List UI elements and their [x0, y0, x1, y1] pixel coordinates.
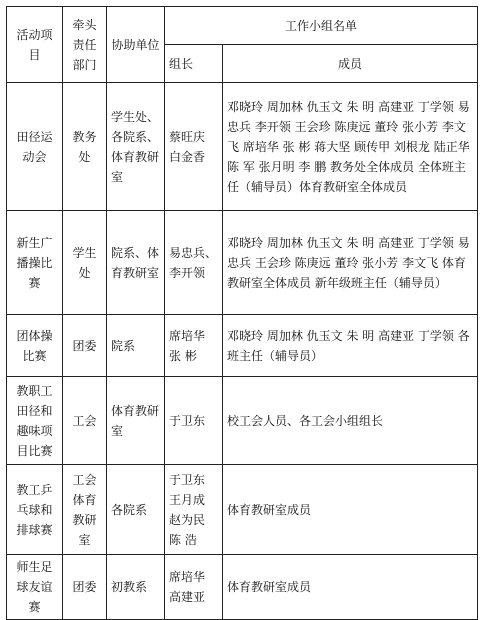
work-group-table [6, 6, 478, 620]
cell-leader: 席培华 张 彬 [165, 315, 223, 377]
cell-members: 体育教研室成员 [223, 555, 478, 620]
cell-activity: 新生广播操比赛 [7, 211, 63, 315]
cell-activity: 教工乒乓球和排球赛 [7, 465, 63, 555]
table-row [7, 315, 478, 377]
cell-lead-dept: 教务处 [63, 83, 107, 211]
cell-members: 体育教研室成员 [223, 465, 478, 555]
header-row-1 [7, 7, 478, 45]
cell-lead-dept: 学生处 [63, 211, 107, 315]
cell-activity: 教职工田径和趣味项目比赛 [7, 377, 63, 465]
table-row [7, 83, 478, 211]
cell-lead-dept: 工会体育教研室 [63, 465, 107, 555]
cell-members: 邓晓玲 周加林 仇玉文 朱 明 高建亚 丁学领 易忠兵 李开领 王会珍 陈庚远 董玲 张小芳 李文飞 席培华 张 彬 蒋大坚 顾传甲 刘根龙 陆正华 陈 军 张月明 李 鹏 教务处全体成员 全体班主任（辅导员）体育教研室全体成员 [223, 83, 478, 211]
cell-assist-units: 各院系 [107, 465, 165, 555]
cell-leader: 于卫东 王月成 赵为民 陈 浩 [165, 465, 223, 555]
cell-assist-units: 院系、体育教研室 [107, 211, 165, 315]
cell-activity: 师生足球友谊赛 [7, 555, 63, 620]
cell-members: 校工会人员、各工会小组组长 [223, 377, 478, 465]
header-leader: 组长 [165, 45, 223, 83]
table-row [7, 377, 478, 465]
cell-leader: 席培华 高建亚 [165, 555, 223, 620]
header-assist-units: 协助单位 [107, 7, 165, 83]
cell-assist-units: 学生处、各院系、体育教研室 [107, 83, 165, 211]
cell-leader: 易忠兵、李开领 [165, 211, 223, 315]
table-row [7, 211, 478, 315]
cell-activity: 田径运动会 [7, 83, 63, 211]
table-row [7, 555, 478, 620]
table-row [7, 465, 478, 555]
header-members: 成员 [223, 45, 478, 83]
cell-members: 邓晓玲 周加林 仇玉文 朱 明 高建亚 丁学领 易忠兵 王会珍 陈庚远 董玲 张小芳 李文飞 体育教研室全体成员 新年级班主任（辅导员） [223, 211, 478, 315]
cell-activity: 团体操比赛 [7, 315, 63, 377]
header-activity: 活动项目 [7, 7, 63, 83]
cell-leader: 于卫东 [165, 377, 223, 465]
header-work-group: 工作小组名单 [165, 7, 478, 45]
cell-lead-dept: 工会 [63, 377, 107, 465]
header-lead-dept: 牵头责任部门 [63, 7, 107, 83]
cell-assist-units: 体育教研室 [107, 377, 165, 465]
cell-lead-dept: 团委 [63, 555, 107, 620]
cell-leader: 蔡旺庆 白金香 [165, 83, 223, 211]
cell-assist-units: 院系 [107, 315, 165, 377]
cell-lead-dept: 团委 [63, 315, 107, 377]
cell-assist-units: 初教系 [107, 555, 165, 620]
cell-members: 邓晓玲 周加林 仇玉文 朱 明 高建亚 丁学领 各班主任（辅导员） [223, 315, 478, 377]
